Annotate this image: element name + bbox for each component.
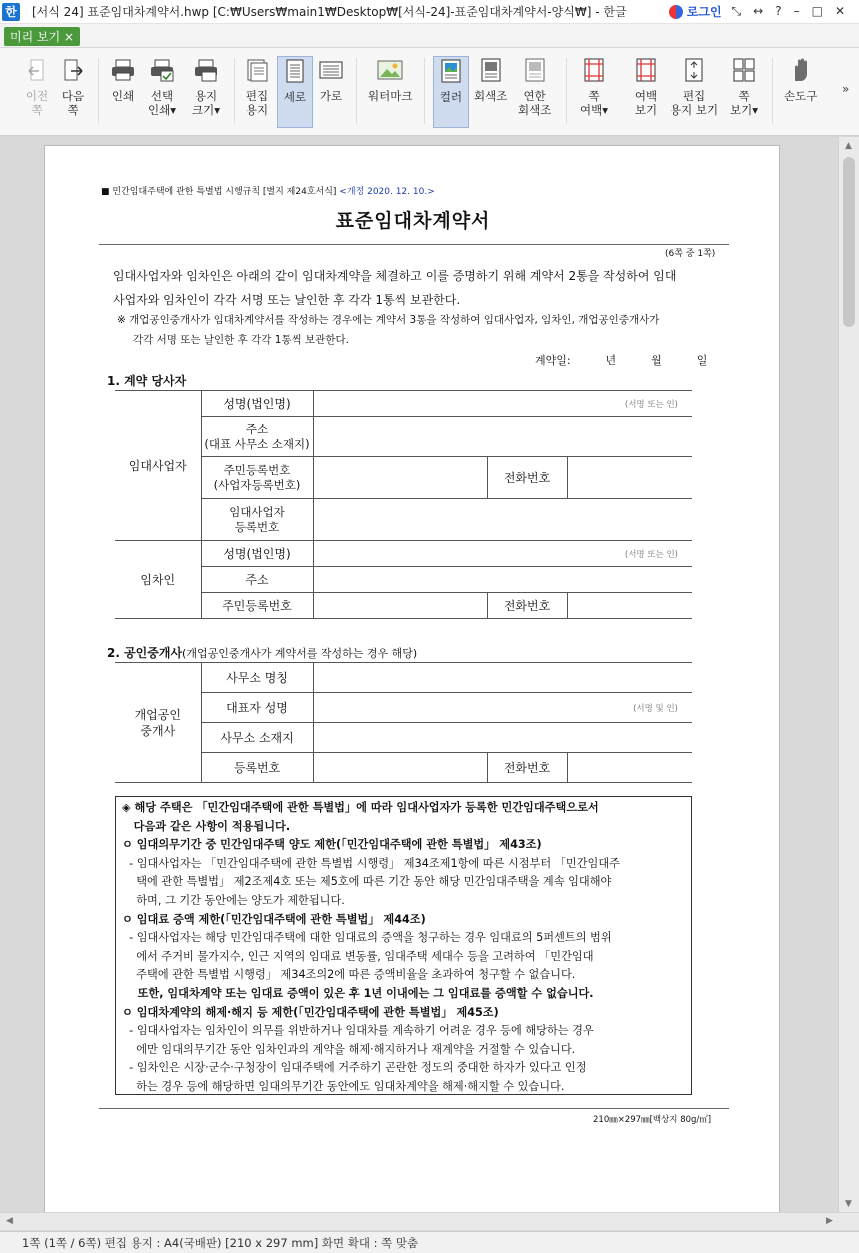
hand-tool-button[interactable]: 손도구	[784, 56, 817, 103]
document-view[interactable]	[0, 137, 838, 1212]
intro-line-2: 사업자와 임차인이 각각 서명 또는 날인한 후 각각 1통씩 보관한다.	[113, 293, 461, 307]
lessor-business-no-label: 임대사업자 등록번호	[201, 499, 313, 541]
status-bar	[0, 1231, 859, 1253]
broker-regno-label: 등록번호	[201, 753, 313, 783]
edit-paper-button[interactable]: 편집 용지	[244, 56, 270, 117]
show-edit-paper-icon	[681, 56, 707, 84]
notice-line: ◈ 해당 주택은 「민간임대주택에 관한 특별법」에 따라 임대사업자가 등록한 민간임대주택으로서	[122, 801, 599, 814]
notice-line: 택에 관한 특별법」 제2조제4호 또는 제5호에 따른 기간 동안 해당 민간임대주택을 계속 임대해야	[122, 875, 612, 889]
horizontal-scrollbar[interactable]	[0, 1212, 859, 1230]
lessor-name-label: 성명(법인명)	[201, 391, 313, 417]
lessee-address-label: 주소	[201, 567, 313, 593]
watermark-icon	[377, 56, 403, 84]
show-edit-paper-button[interactable]: 편집 용지 보기	[670, 56, 718, 117]
paper-spec: 210㎜×297㎜[백상지 80g/㎡]	[593, 1115, 712, 1125]
document-title: 표준임대차계약서	[335, 210, 491, 232]
lessee-address-cell[interactable]	[313, 567, 692, 593]
notice-line: 하며, 그 기간 동안에는 양도가 제한됩니다.	[122, 893, 345, 907]
page-margin-button[interactable]: 쪽 여백▾	[580, 56, 608, 117]
office-address-cell[interactable]	[313, 723, 692, 753]
login-label: 로그인	[686, 5, 722, 19]
page-view-icon	[731, 56, 757, 84]
next-page-button[interactable]: 다음 쪽	[60, 56, 86, 117]
notice-line: 에서 주거비 물가지수, 인근 지역의 임대료 변동률, 임대주택 세대수 등을 고려하여 「민간임대	[122, 949, 594, 963]
tab-bar	[0, 24, 859, 48]
scroll-up-icon[interactable]: ▲	[845, 141, 852, 151]
header-rule: ■ 민간임대주택에 관한 특별법 시행규칙 [별지 제24호서식]	[101, 187, 337, 197]
login-button[interactable]	[669, 3, 722, 20]
scroll-right-icon[interactable]: ▶	[826, 1216, 833, 1226]
notice-box	[115, 796, 692, 1095]
broker-regno-cell[interactable]	[313, 753, 487, 783]
color-button[interactable]: 컬러	[433, 56, 469, 128]
office-name-label: 사무소 명칭	[201, 663, 313, 693]
printer-icon	[110, 56, 136, 84]
broker-phone-label: 전화번호	[487, 753, 567, 783]
notice-line: ㅇ 임대차계약의 해제·해지 등 제한(「민간임대주택에 관한 특별법」 제45조)	[122, 1005, 499, 1019]
color-icon	[438, 57, 464, 85]
print-button[interactable]: 인쇄	[110, 56, 136, 103]
notice-line: ㅇ 임대의무기간 중 민간임대주택 양도 제한(「민간임대주택에 관한 특별법」 제43조)	[122, 838, 542, 852]
grayscale-button[interactable]: 회색조	[474, 56, 507, 103]
rep-name-label: 대표자 성명	[201, 693, 313, 723]
prev-page-button[interactable]: 이전 쪽	[24, 56, 50, 117]
office-name-cell[interactable]	[313, 663, 692, 693]
section2-title: 2. 공인중개사	[107, 646, 183, 660]
portrait-button[interactable]: 세로	[277, 56, 313, 128]
show-margin-icon	[633, 56, 659, 84]
lessor-group-label: 임대사업자	[115, 391, 201, 541]
maximize-button[interactable]: □	[811, 4, 823, 18]
fullscreen-icon[interactable]: ⤡	[731, 4, 742, 18]
notice-line: - 임대사업자는 「민간임대주택에 관한 특별법 시행령」 제34조제1항에 따른 시점부터 「민간임대주	[122, 856, 620, 870]
lessor-business-no-cell[interactable]	[313, 499, 692, 541]
paper-size-button[interactable]: 용지 크기▾	[192, 56, 220, 117]
notice-line: - 임대사업자는 임차인이 의무를 위반하거나 임대차를 계속하기 어려운 경우 등에 해당하는 경우	[122, 1024, 594, 1038]
notice-line: ㅇ 임대료 증액 제한(「민간임대주택에 관한 특별법」 제44조)	[122, 912, 426, 926]
lessor-address-label: 주소 (대표 사무소 소재지)	[201, 417, 313, 457]
select-print-button[interactable]: 선택 인쇄▾	[148, 56, 176, 117]
lessor-name-cell[interactable]: (서명 또는 인)	[313, 391, 692, 417]
vertical-scrollbar[interactable]	[838, 137, 859, 1212]
landscape-button[interactable]: 가로	[318, 56, 344, 103]
prev-page-icon	[24, 56, 50, 84]
scroll-down-icon[interactable]: ▼	[845, 1199, 852, 1209]
hangul-app-icon: 한	[2, 3, 20, 21]
office-address-label: 사무소 소재지	[201, 723, 313, 753]
grayscale-icon	[478, 56, 504, 84]
section2-subtitle: (개업공인중개사가 계약서를 작성하는 경우 해당)	[182, 647, 418, 660]
lessor-address-cell[interactable]	[313, 417, 692, 457]
title-bar	[0, 0, 859, 24]
lessor-phone-cell[interactable]	[567, 457, 692, 499]
lessee-group-label: 임차인	[115, 541, 201, 619]
hand-icon	[788, 56, 814, 84]
next-page-icon	[60, 56, 86, 84]
resize-icon[interactable]: ↔	[753, 4, 764, 18]
notice-line: 에만 임대의무기간 동안 임차인과의 계약을 해제·해지하거나 재계약을 거절할 수 있습니다.	[122, 1042, 576, 1056]
contract-date: 계약일: 년 월 일	[535, 354, 708, 367]
notice-line: - 임차인은 시장·군수·구청장이 임대주택에 거주하기 곤란한 정도의 중대한 하자가 있다고 인정	[122, 1061, 587, 1075]
portrait-icon	[282, 57, 308, 85]
lessor-regno-label: 주민등록번호 (사업자등록번호)	[201, 457, 313, 499]
watermark-button[interactable]: 워터마크	[368, 56, 412, 103]
notice-line: 또한, 임대차계약 또는 임대료 증액이 있은 후 1년 이내에는 그 임대료를 증액할 수 없습니다.	[122, 986, 594, 1000]
broker-phone-cell[interactable]	[567, 753, 692, 783]
toolbar-overflow-icon[interactable]: »	[842, 82, 850, 96]
parties-table	[115, 390, 692, 619]
light-grayscale-button[interactable]: 연한 회색조	[518, 56, 551, 117]
note-line-2: 각각 서명 또는 날인한 후 각각 1통씩 보관한다.	[133, 334, 349, 346]
document-page	[44, 145, 780, 1212]
help-icon[interactable]: ?	[775, 4, 782, 18]
page-count: (6쪽 중 1쪽)	[665, 249, 716, 259]
lessee-phone-label: 전화번호	[487, 593, 567, 619]
account-icon	[669, 5, 683, 19]
notice-line: 다음과 같은 사항이 적용됩니다.	[122, 819, 291, 833]
landscape-icon	[318, 56, 344, 84]
edit-paper-icon	[244, 56, 270, 84]
status-text: 1쪽 (1쪽 / 6쪽) 편집 용지 : A4(국배판) [210 x 297 mm] 화면 확대 : 쪽 맞춤	[22, 1235, 419, 1250]
lessee-name-cell[interactable]: (서명 또는 인)	[313, 541, 692, 567]
section1-title: 1. 계약 당사자	[107, 374, 187, 388]
lessee-name-label: 성명(법인명)	[201, 541, 313, 567]
lessor-phone-label: 전화번호	[487, 457, 567, 499]
show-margin-button[interactable]: 여백 보기	[633, 56, 659, 117]
close-button[interactable]: ✕	[834, 4, 845, 18]
tab-preview[interactable]: 미리 보기 ×	[4, 27, 80, 46]
notice-line: - 임대사업자는 해당 민간임대주택에 대한 임대료의 증액을 청구하는 경우 임대료의 5퍼센트의 범위	[122, 931, 612, 945]
scroll-left-icon[interactable]: ◀	[6, 1216, 13, 1226]
vertical-scroll-thumb[interactable]	[843, 157, 855, 327]
select-print-icon	[149, 56, 175, 84]
header-revision: <개정 2020. 12. 10.>	[339, 187, 435, 197]
intro-line-1: 임대사업자와 임차인은 아래의 같이 임대차계약을 체결하고 이를 증명하기 위해 계약서 2통을 작성하여 임대	[113, 269, 677, 283]
page-view-button[interactable]: 쪽 보기▾	[730, 56, 758, 117]
lessee-regno-cell[interactable]	[313, 593, 487, 619]
lessee-phone-cell[interactable]	[567, 593, 692, 619]
lessor-regno-cell[interactable]	[313, 457, 487, 499]
minimize-button[interactable]: –	[793, 4, 800, 18]
page-margin-icon	[581, 56, 607, 84]
broker-group-label: 개업공인 중개사	[115, 663, 201, 783]
lessee-regno-label: 주민등록번호	[201, 593, 313, 619]
preview-toolbar	[0, 48, 859, 136]
notice-line: 하는 경우 등에 해당하면 임대의무기간 동안에도 임대차계약을 해제·해지할 수 있습니다.	[122, 1079, 565, 1093]
paper-size-icon	[193, 56, 219, 84]
window-title: [서식 24] 표준임대차계약서.hwp [C:₩Users₩main1₩Desktop₩[서식-24]-표준임대차계약서-양식₩] - 한글	[32, 5, 627, 19]
rep-name-cell[interactable]: (서명 및 인)	[313, 693, 692, 723]
note-line-1: ※ 개업공인중개사가 임대차계약서를 작성하는 경우에는 계약서 3통을 작성하여 임대사업자, 임차인, 개업공인중개사가	[117, 314, 660, 326]
notice-line: 주택에 관한 특별법 시행령」 제34조의2에 따른 증액비율을 초과하여 청구할 수 없습니다.	[122, 968, 576, 982]
light-grayscale-icon	[522, 56, 548, 84]
broker-table	[115, 662, 692, 783]
